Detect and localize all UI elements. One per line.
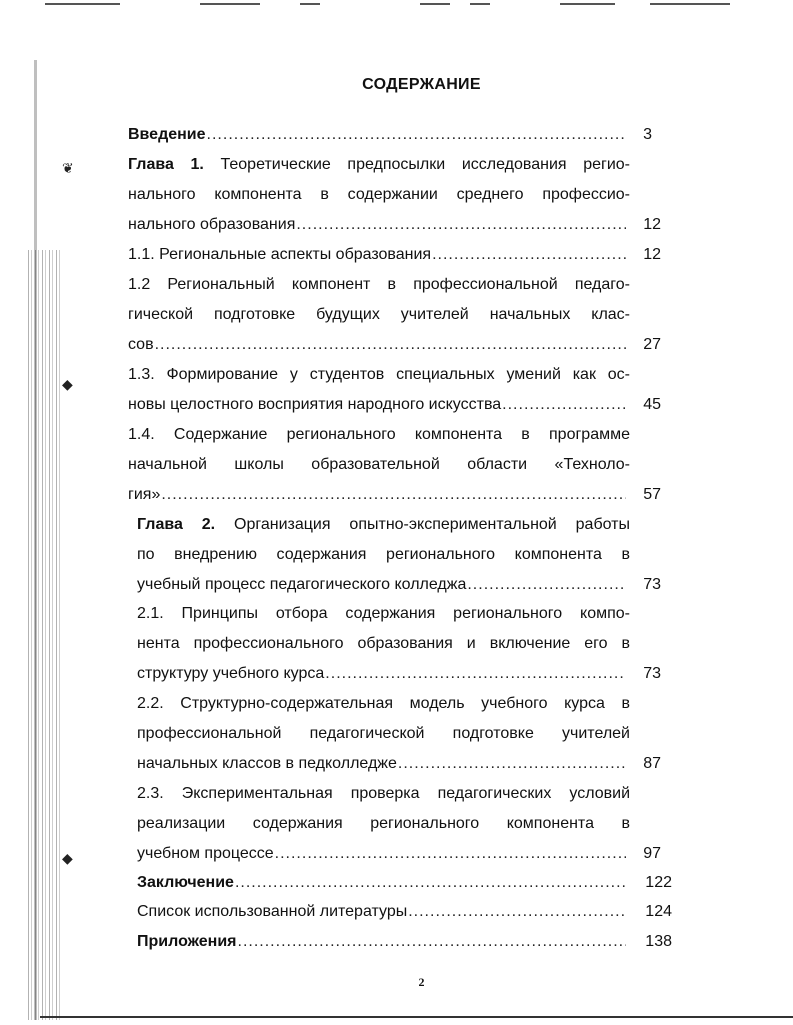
toc-entry-title: учебный процесс педагогического колледжа (137, 576, 467, 593)
toc-entry-line (128, 270, 630, 300)
toc-entry-title: 1.4. Содержание регионального компонента в программе (128, 426, 630, 443)
toc-entry-heading: Глава 1. (128, 156, 204, 173)
toc-entry-line-last (128, 240, 630, 270)
toc-page-number: 73 (643, 665, 661, 682)
toc-entry-line (128, 180, 630, 210)
toc-entry-text (137, 659, 324, 689)
toc-entry-text (128, 240, 431, 270)
toc-leader-dots (207, 120, 626, 150)
toc-entry-text (128, 480, 160, 510)
toc-entry-line-last (128, 210, 630, 240)
toc-entry-line (137, 629, 630, 659)
toc-entry-title: Теоретические предпосылки исследования регио- (203, 156, 631, 173)
toc-entry-title: 2.3. Экспериментальная проверка педагогических условий (137, 785, 630, 802)
toc-leader-dots (161, 480, 626, 510)
toc-entry-title: нента профессионального образования и включение его в (137, 635, 630, 652)
toc-entry-line (137, 510, 630, 540)
toc-entry-text (137, 695, 630, 712)
toc-leader-dots (432, 240, 626, 270)
toc-entry-title: гия» (128, 486, 161, 503)
toc-entry-heading: Заключение (137, 874, 234, 891)
toc-entry-line-last (128, 480, 630, 510)
scan-speck: ◆ (62, 376, 73, 392)
toc-leader-dots (408, 897, 626, 927)
toc-leader-dots (235, 868, 626, 898)
toc-leader-dots (296, 210, 626, 240)
toc-entry-title: начальной школы образовательной области «Техноло- (128, 456, 630, 473)
toc-entry-line-last (137, 897, 630, 927)
toc-leader-dots (275, 839, 626, 869)
toc-leader-dots (398, 749, 626, 779)
toc-entry-line (137, 779, 630, 809)
toc-entry-text (137, 635, 630, 652)
toc-entry-line (137, 540, 630, 570)
toc-entry-line (128, 150, 630, 180)
toc-entry-text (128, 306, 630, 323)
toc-entry-text (128, 456, 630, 473)
toc-page-number: 57 (643, 486, 661, 503)
toc-entry-text (128, 426, 630, 443)
toc-entry-title: гической подготовке будущих учителей начальных клас- (128, 306, 630, 323)
toc-entry-line-last (137, 659, 630, 689)
toc-page-number: 27 (643, 336, 661, 353)
toc-entry-line (128, 450, 630, 480)
scan-speck: ❦ (62, 160, 74, 176)
toc-entry-title: сов (128, 336, 154, 353)
toc-entry-line (137, 599, 630, 629)
toc-page-number: 3 (643, 126, 652, 143)
toc-entry-title: начальных классов в педколледже (137, 755, 397, 772)
toc-entry-text (128, 366, 630, 383)
toc-leader-dots (502, 390, 626, 420)
toc-page-number: 12 (643, 246, 661, 263)
toc-entry-heading: Приложения (137, 933, 237, 950)
toc-entry-title: по внедрению содержания регионального компонента в (137, 546, 630, 563)
toc-page-number: 45 (643, 396, 661, 413)
toc-leader-dots (238, 927, 627, 957)
toc-entry-text (128, 390, 501, 420)
toc-entry-title: Список использованной литературы (137, 903, 408, 920)
toc-page-number: 122 (645, 874, 672, 891)
toc-entry-line (137, 689, 630, 719)
toc-page-number: 12 (643, 216, 661, 233)
toc-entry-line-last (137, 868, 630, 898)
toc-page-number: 87 (643, 755, 661, 772)
toc-entry-text (128, 276, 630, 293)
toc-entry-text (137, 839, 274, 869)
toc-entry-text (137, 868, 234, 898)
toc-page-number: 97 (643, 845, 661, 862)
page-title: СОДЕРЖАНИЕ (362, 76, 481, 93)
toc-entry-title: учебном процессе (137, 845, 274, 862)
toc-entry-text (137, 725, 630, 742)
toc-entry-title: нального компонента в содержании среднего профессио- (128, 186, 630, 203)
toc-leader-dots (155, 330, 626, 360)
toc-entry-text (128, 120, 206, 150)
toc-page-number: 73 (643, 576, 661, 593)
toc-entry-text (137, 605, 630, 622)
toc-entry-line (137, 809, 630, 839)
toc-entry-text (128, 330, 154, 360)
scan-speck: ◆ (62, 850, 73, 866)
toc-entry-title: профессиональной педагогической подготовке учителей (137, 725, 630, 742)
toc-entry-heading: Введение (128, 126, 206, 143)
toc-entry-text (137, 570, 466, 600)
toc-entry-title: Организация опытно-экспериментальной работы (215, 516, 630, 533)
toc-page-number: 138 (645, 933, 672, 950)
toc-entry-line-last (128, 120, 630, 150)
toc-entry-line (137, 719, 630, 749)
toc-entry-heading: Глава 2. (137, 516, 216, 533)
toc-entry-text (137, 785, 630, 802)
toc-entry-title: 1.2 Региональный компонент в профессиональной педаго- (128, 276, 630, 293)
toc-entry-line (128, 300, 630, 330)
toc-leader-dots (467, 570, 626, 600)
toc-entry-line-last (137, 749, 630, 779)
toc-entry-title: 1.1. Региональные аспекты образования (128, 246, 432, 263)
toc-entry-text (137, 897, 407, 927)
toc-entry-text (137, 815, 630, 832)
toc-entry-title: структуру учебного курса (137, 665, 325, 682)
toc-entry-text (137, 927, 237, 957)
toc-entry-text (137, 516, 630, 533)
toc-entry-title: 2.1. Принципы отбора содержания регионального компо- (137, 605, 630, 622)
toc-entry-text (128, 210, 295, 240)
toc-entry-title: 1.3. Формирование у студентов специальных умений как ос- (128, 366, 630, 383)
toc-entry-line (128, 420, 630, 450)
toc-entry-line-last (128, 390, 630, 420)
toc-entry-line-last (137, 570, 630, 600)
toc-entry-line-last (128, 330, 630, 360)
toc-page-number: 124 (645, 903, 672, 920)
toc-entry-line-last (137, 839, 630, 869)
toc-entry-text (128, 186, 630, 203)
toc-entry-title: 2.2. Структурно-содержательная модель учебного курса в (137, 695, 630, 712)
scan-bottom-edge (40, 1016, 793, 1018)
toc-entry-line (128, 360, 630, 390)
toc-entry-title: нального образования (128, 216, 296, 233)
toc-entry-title: реализации содержания регионального компонента в (137, 815, 630, 832)
toc-entry-text (137, 749, 397, 779)
toc-entry-text (128, 156, 630, 173)
toc-leader-dots (325, 659, 626, 689)
page-number: 2 (418, 975, 425, 989)
toc-entry-title: новы целостного восприятия народного искусства (128, 396, 502, 413)
toc-entry-text (137, 546, 630, 563)
toc-entry-line-last (137, 927, 630, 957)
scan-binding-noise (28, 250, 62, 1020)
scan-top-artifacts (0, 0, 793, 8)
